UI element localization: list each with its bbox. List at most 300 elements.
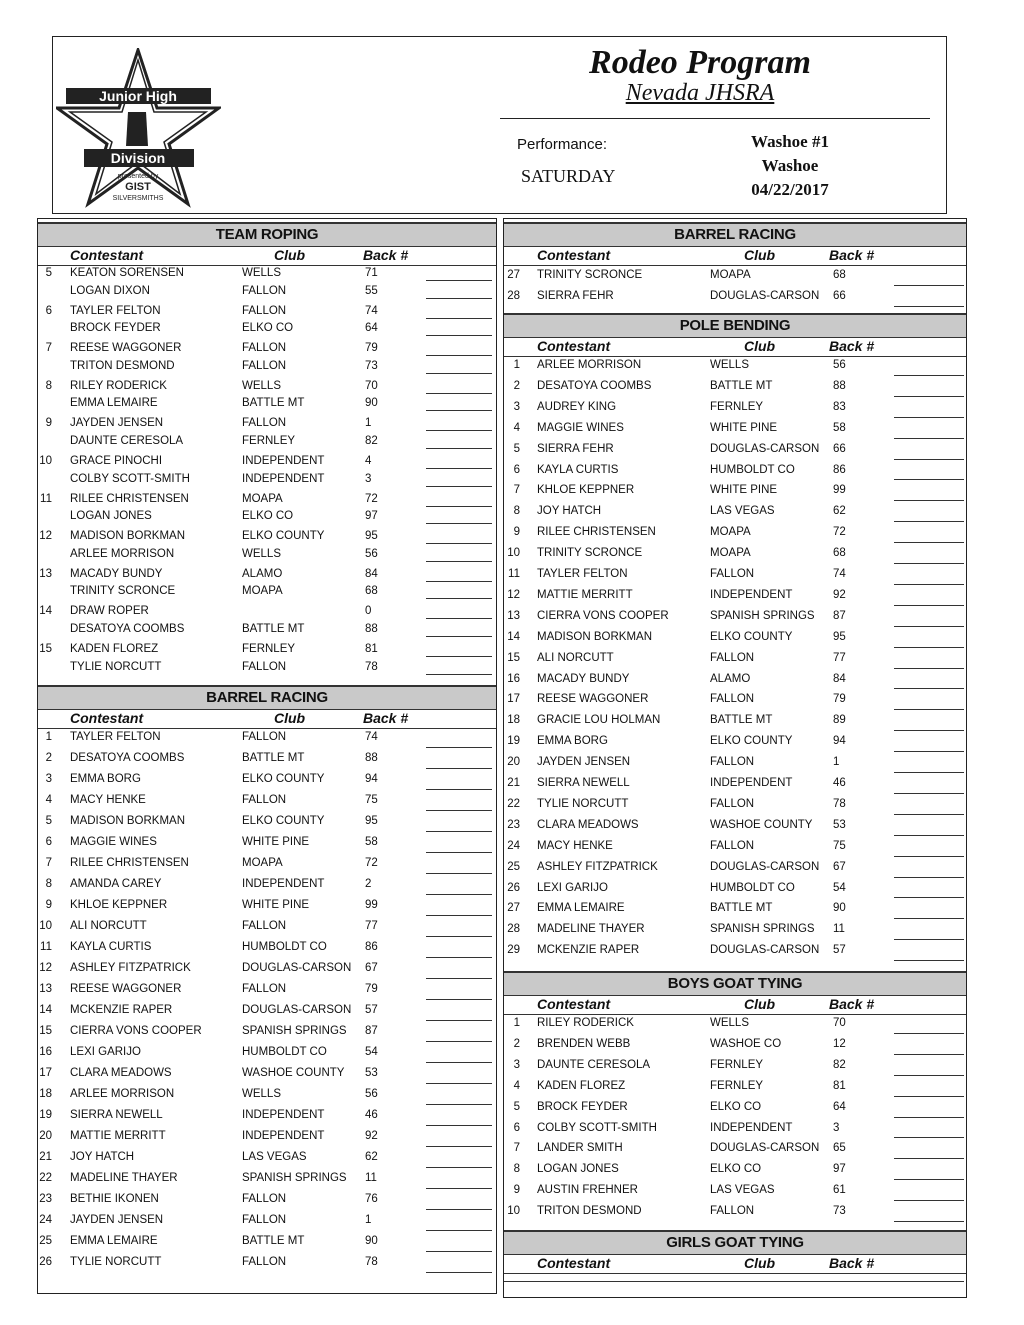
barrel_racing_left-row-number: 1 [45, 731, 52, 743]
team-roping-club: FALLON [242, 660, 287, 673]
pole_bending-row-club: LAS VEGAS [710, 505, 775, 518]
team-roping-back-number: 55 [365, 284, 378, 297]
barrel_racing_left-row-contestant: REESE WAGGONER [70, 983, 182, 995]
barrel_racing_right-title: BARREL RACING [504, 222, 966, 247]
pole_bending-time-line [894, 584, 964, 585]
boys_goat_tying-col-back: Back # [829, 996, 875, 1012]
boys_goat_tying-row-back-number: 70 [833, 1017, 846, 1029]
barrel_racing_left-row-club: INDEPENDENT [242, 1130, 325, 1142]
team-roping-time-line [426, 486, 492, 487]
team-roping-club: FALLON [242, 342, 287, 355]
pole_bending-time-line [894, 375, 964, 376]
barrel_racing_left-time-line [426, 1251, 492, 1252]
barrel_racing_left-row-number: 23 [39, 1193, 52, 1205]
team-roping-back-number: 90 [365, 397, 378, 410]
pole_bending-col-back: Back # [829, 338, 875, 354]
pole_bending-row-number: 23 [507, 818, 520, 831]
boys_goat_tying-row-club: LAS VEGAS [710, 1184, 775, 1197]
pole_bending-header-rule [504, 356, 966, 357]
pole_bending-row-contestant: MAGGIE WINES [537, 421, 624, 434]
barrel_racing_left-row-contestant: MADISON BORKMAN [70, 815, 186, 827]
barrel_racing_left-row-back-number: 72 [365, 857, 378, 869]
pole_bending-row-contestant: TYLIE NORCUTT [537, 797, 629, 810]
barrel_racing_left-row-club: SPANISH SPRINGS [242, 1172, 347, 1184]
pole_bending-row-contestant: EMMA LEMAIRE [537, 902, 625, 915]
barrel_racing_left-row-contestant: ALI NORCUTT [70, 920, 147, 932]
boys_goat_tying-row-number: 7 [513, 1142, 520, 1155]
pole_bending-row-club: HUMBOLDT CO [710, 463, 795, 476]
pole_bending-row-contestant: ALI NORCUTT [537, 651, 614, 664]
team-roping-contestant: RILEY RODERICK [70, 379, 167, 392]
pole_bending-time-line [894, 939, 964, 940]
barrel_racing_left-row-contestant: JAYDEN JENSEN [70, 1214, 164, 1226]
pole_bending-row-contestant: ARLEE MORRISON [537, 359, 642, 371]
team-roping-time-line [426, 674, 492, 675]
boys_goat_tying-row-back-number: 97 [833, 1163, 846, 1176]
barrel_racing_left-row-club: ELKO COUNTY [242, 815, 325, 827]
team-roping-back-number: 4 [365, 455, 372, 467]
boys_goat_tying-header-rule [504, 1014, 966, 1015]
team-roping-contestant: DRAW ROPER [70, 605, 149, 618]
team-roping-contestant: TYLIE NORCUTT [70, 660, 162, 673]
pole_bending-row-contestant: KHLOE KEPPNER [537, 484, 635, 497]
girls_goat_tying-col-back: Back # [829, 1255, 875, 1271]
pole_bending-row-back-number: 75 [833, 839, 846, 852]
team-roping-time-line [426, 581, 492, 582]
pole_bending-title: POLE BENDING [504, 313, 966, 338]
pole_bending-row-number: 21 [507, 777, 520, 789]
barrel_racing_left-row-club: SPANISH SPRINGS [242, 1025, 347, 1037]
pole_bending-row-number: 18 [507, 714, 520, 727]
team-roping-club: MOAPA [242, 492, 283, 505]
pole_bending-row-number: 27 [507, 902, 520, 915]
boys_goat_tying-row-number: 10 [507, 1205, 520, 1218]
pole_bending-row-number: 15 [507, 651, 520, 664]
team-roping-back-number: 56 [365, 547, 378, 560]
pole_bending-time-line [894, 438, 964, 439]
barrel_racing_left-time-line [426, 768, 492, 769]
pole_bending-time-line [894, 688, 964, 689]
team-roping-time-line [426, 410, 492, 411]
pole_bending-time-line [894, 459, 964, 460]
barrel_racing_left-row-number: 14 [39, 1004, 52, 1016]
barrel_racing_left-row-back-number: 58 [365, 836, 378, 848]
barrel_racing_left-row-back-number: 92 [365, 1130, 378, 1142]
pole_bending-row-number: 17 [507, 693, 520, 706]
team-roping-club: WELLS [242, 379, 281, 392]
pole_bending-row-club: BATTLE MT [710, 714, 773, 727]
boys_goat_tying-time-line [894, 1179, 964, 1180]
pole_bending-row-contestant: TRINITY SCRONCE [537, 547, 643, 560]
header-divider [500, 118, 930, 119]
barrel_racing_left-row-club: FALLON [242, 1256, 287, 1268]
team-roping-contestant: GRACE PINOCHI [70, 455, 163, 467]
barrel_racing_left-row-number: 21 [39, 1151, 52, 1163]
barrel_racing_left-row-back-number: 76 [365, 1193, 378, 1205]
barrel_racing_left-row-back-number: 88 [365, 752, 378, 764]
barrel_racing_left-row-number: 26 [39, 1256, 52, 1268]
barrel_racing_left-row-club: HUMBOLDT CO [242, 1046, 327, 1058]
pole_bending-row-number: 16 [507, 672, 520, 685]
barrel_racing_left-time-line [426, 999, 492, 1000]
barrel_racing_left-row-contestant: EMMA LEMAIRE [70, 1235, 158, 1247]
boys_goat_tying-row-number: 1 [513, 1017, 520, 1029]
barrel_racing_left-row-contestant: ARLEE MORRISON [70, 1088, 175, 1100]
barrel_racing_left-row-club: MOAPA [242, 857, 283, 869]
team-roping-time-line [426, 355, 492, 356]
barrel_racing_left-row-number: 5 [45, 815, 52, 827]
pole_bending-time-line [894, 835, 964, 836]
pole_bending-col-club: Club [744, 338, 776, 354]
team-roping-club: ELKO CO [242, 322, 294, 335]
barrel_racing_left-row-contestant: SIERRA NEWELL [70, 1109, 163, 1121]
left-panel [37, 218, 497, 1294]
team-roping-contestant: DESATOYA COOMBS [70, 622, 185, 635]
team-roping-club: MOAPA [242, 585, 283, 598]
team-roping-time-line [426, 468, 492, 469]
team-roping-back-number: 64 [365, 322, 378, 335]
barrel_racing_left-row-contestant: EMMA BORG [70, 773, 141, 785]
pole_bending-row-contestant: MATTIE MERRITT [537, 588, 633, 601]
boys_goat_tying-row-club: FERNLEY [710, 1058, 764, 1071]
boys_goat_tying-row-club: ELKO CO [710, 1100, 762, 1113]
barrel_racing_left-row-contestant: MCKENZIE RAPER [70, 1004, 173, 1016]
pole_bending-row-back-number: 95 [833, 630, 846, 643]
pole_bending-row-club: INDEPENDENT [710, 588, 793, 601]
team-roping-back-number: 88 [365, 622, 378, 635]
barrel_racing_left-row-contestant: KAYLA CURTIS [70, 941, 152, 953]
boys_goat_tying-row-contestant: BROCK FEYDER [537, 1100, 628, 1113]
barrel_racing_left-row-contestant: CIERRA VONS COOPER [70, 1025, 202, 1037]
barrel_racing_left-time-line [426, 810, 492, 811]
pole_bending-row-club: FALLON [710, 651, 755, 664]
team-roping-back-number: 70 [365, 379, 378, 392]
pole_bending-row-number: 2 [513, 379, 520, 392]
team-roping-back-number: 81 [365, 643, 378, 655]
team-roping-back-number: 71 [365, 267, 378, 279]
team-roping-time-line [426, 636, 492, 637]
pole_bending-col-contestant: Contestant [537, 338, 611, 354]
boys_goat_tying-row-contestant: COLBY SCOTT-SMITH [537, 1121, 657, 1134]
barrel_racing_left-row-number: 25 [39, 1235, 52, 1247]
barrel_racing_left-row-club: INDEPENDENT [242, 878, 325, 890]
boys_goat_tying-time-line [894, 1221, 964, 1222]
pole_bending-row-club: FERNLEY [710, 400, 764, 413]
team-roping-time-line [426, 506, 492, 507]
barrel_racing_left-row-club: HUMBOLDT CO [242, 941, 327, 953]
barrel_racing_left-row-back-number: 94 [365, 773, 378, 785]
team_roping-col-club: Club [274, 247, 306, 263]
pole_bending-row-club: FALLON [710, 839, 755, 852]
boys_goat_tying-row-club: DOUGLAS-CARSON [710, 1142, 820, 1155]
pole_bending-row-club: SPANISH SPRINGS [710, 923, 815, 936]
pole_bending-time-line [894, 730, 964, 731]
pole_bending-row-club: FALLON [710, 568, 755, 580]
barrel_racing_left-row-contestant: LEXI GARIJO [70, 1046, 141, 1058]
pole_bending-row-contestant: SIERRA NEWELL [537, 777, 630, 789]
team-roping-contestant: TRINITY SCRONCE [70, 585, 176, 598]
pole_bending-row-contestant: MADELINE THAYER [537, 923, 645, 936]
boys_goat_tying-col-contestant: Contestant [537, 996, 611, 1012]
barrel_racing_left-time-line [426, 1272, 492, 1273]
team_roping-header-rule [38, 265, 496, 266]
barrel_racing_left-row-club: FALLON [242, 731, 287, 743]
barrel_racing_left-time-line [426, 894, 492, 895]
pole_bending-row-contestant: MACY HENKE [537, 839, 613, 852]
boys_goat_tying-row-contestant: AUSTIN FREHNER [537, 1184, 638, 1197]
barrel_racing_left-row-club: WHITE PINE [242, 899, 310, 911]
barrel_racing_left-header-rule [38, 728, 496, 729]
boys_goat_tying-row-back-number: 3 [833, 1121, 840, 1134]
pole_bending-row-back-number: 78 [833, 797, 846, 810]
barrel_racing_left-row-contestant: MADELINE THAYER [70, 1172, 178, 1184]
barrel_racing_left-time-line [426, 789, 492, 790]
team-roping-contestant: JAYDEN JENSEN [70, 417, 164, 430]
barrel_racing_left-row-number: 12 [39, 962, 52, 974]
pole_bending-row-back-number: 62 [833, 505, 846, 518]
barrel_racing_left-time-line [426, 1230, 492, 1231]
barrel_racing_left-time-line [426, 1062, 492, 1063]
pole_bending-row-contestant: CIERRA VONS COOPER [537, 609, 669, 622]
barrel_racing_left-row-contestant: MACY HENKE [70, 794, 146, 806]
team-roping-club: FALLON [242, 304, 287, 317]
barrel_racing_left-row-back-number: 56 [365, 1088, 378, 1100]
boys_goat_tying-row-club: WASHOE CO [710, 1037, 782, 1050]
team-roping-time-line [426, 561, 492, 562]
pole_bending-row-club: ALAMO [710, 672, 751, 685]
junior-high-division-logo [56, 48, 221, 208]
barrel_racing_right-row-back-number: 66 [833, 290, 846, 302]
team-roping-contestant: LOGAN DIXON [70, 284, 150, 297]
team-number: 5 [45, 267, 52, 279]
pole_bending-row-club: INDEPENDENT [710, 777, 793, 789]
barrel_racing_right-col-contestant: Contestant [537, 247, 611, 263]
barrel_racing_left-row-club: FALLON [242, 1193, 287, 1205]
team-roping-contestant: EMMA LEMAIRE [70, 397, 158, 410]
right-panel [503, 218, 967, 1298]
boys_goat_tying-title: BOYS GOAT TYING [504, 971, 966, 996]
barrel_racing_left-row-contestant: RILEE CHRISTENSEN [70, 857, 189, 869]
pole_bending-row-number: 20 [507, 756, 520, 769]
girls_goat_tying-col-club: Club [744, 1255, 776, 1271]
pole_bending-row-club: SPANISH SPRINGS [710, 609, 815, 622]
team-roping-club: FALLON [242, 284, 287, 297]
team-roping-club: ALAMO [242, 567, 283, 580]
pole_bending-row-contestant: TAYLER FELTON [537, 568, 628, 580]
pole_bending-row-number: 4 [513, 421, 520, 434]
pole_bending-row-contestant: AUDREY KING [537, 400, 617, 413]
pole_bending-row-number: 6 [513, 463, 520, 476]
pole_bending-time-line [894, 479, 964, 480]
team-roping-club: INDEPENDENT [242, 455, 325, 467]
barrel_racing_left-row-number: 3 [45, 773, 52, 785]
boys_goat_tying-row-contestant: DAUNTE CERESOLA [537, 1058, 651, 1071]
pole_bending-row-contestant: EMMA BORG [537, 735, 608, 748]
pole_bending-row-number: 9 [513, 526, 520, 539]
team-roping-contestant: TRITON DESMOND [70, 359, 175, 372]
team-number: 11 [40, 492, 52, 505]
barrel_racing_left-row-back-number: 2 [365, 878, 372, 890]
barrel_racing_left-row-club: LAS VEGAS [242, 1151, 307, 1163]
team-number: 10 [39, 455, 52, 467]
barrel_racing_left-row-number: 18 [39, 1088, 52, 1100]
pole_bending-row-back-number: 56 [833, 359, 846, 371]
barrel_racing_left-row-club: DOUGLAS-CARSON [242, 1004, 352, 1016]
pole_bending-time-line [894, 605, 964, 606]
pole_bending-time-line [894, 647, 964, 648]
team-roping-club: FALLON [242, 359, 287, 372]
pole_bending-row-club: WHITE PINE [710, 484, 778, 497]
team-roping-back-number: 95 [365, 530, 378, 543]
barrel_racing_left-row-back-number: 11 [365, 1172, 377, 1184]
pole_bending-row-back-number: 68 [833, 547, 846, 560]
barrel_racing_left-row-contestant: JOY HATCH [70, 1151, 135, 1163]
pole_bending-row-club: ELKO COUNTY [710, 735, 793, 748]
pole_bending-row-back-number: 79 [833, 693, 846, 706]
boys_goat_tying-row-contestant: BRENDEN WEBB [537, 1037, 631, 1050]
barrel_racing_left-time-line [426, 1083, 492, 1084]
team-roping-back-number: 82 [365, 434, 378, 447]
boys_goat_tying-row-back-number: 73 [833, 1205, 846, 1218]
pole_bending-row-number: 8 [513, 505, 520, 518]
pole_bending-time-line [894, 417, 964, 418]
team-roping-back-number: 73 [365, 359, 378, 372]
team-roping-time-line [426, 335, 492, 336]
barrel_racing_left-title: BARREL RACING [38, 685, 496, 710]
pole_bending-row-contestant: KAYLA CURTIS [537, 463, 619, 476]
boys_goat_tying-row-club: WELLS [710, 1017, 749, 1029]
barrel_racing_left-row-contestant: DESATOYA COOMBS [70, 752, 185, 764]
barrel_racing_left-row-number: 16 [39, 1046, 52, 1058]
boys_goat_tying-row-contestant: LANDER SMITH [537, 1142, 623, 1155]
boys_goat_tying-row-club: INDEPENDENT [710, 1121, 793, 1134]
team-number: 9 [45, 417, 52, 430]
barrel_racing_left-col-club: Club [274, 710, 306, 726]
pole_bending-row-contestant: MCKENZIE RAPER [537, 944, 640, 957]
pole_bending-row-back-number: 84 [833, 672, 846, 685]
barrel_racing_left-row-number: 15 [39, 1025, 52, 1037]
team-roping-time-line [426, 393, 492, 394]
pole_bending-row-contestant: GRACIE LOU HOLMAN [537, 714, 661, 727]
barrel_racing_left-row-number: 2 [45, 752, 52, 764]
pole_bending-row-club: DOUGLAS-CARSON [710, 860, 820, 873]
team-roping-time-line [426, 448, 492, 449]
barrel_racing_right-row-club: MOAPA [710, 269, 751, 281]
boys_goat_tying-row-club: ELKO CO [710, 1163, 762, 1176]
team-roping-contestant: REESE WAGGONER [70, 342, 182, 355]
pole_bending-row-club: HUMBOLDT CO [710, 881, 795, 894]
barrel_racing_left-row-contestant: TYLIE NORCUTT [70, 1256, 162, 1268]
pole_bending-row-number: 3 [513, 400, 520, 413]
team-roping-time-line [426, 656, 492, 657]
boys_goat_tying-time-line [894, 1158, 964, 1159]
barrel_racing_right-row-contestant: TRINITY SCRONCE [537, 269, 643, 281]
team-roping-back-number: 1 [365, 417, 372, 430]
barrel_racing_left-row-club: FALLON [242, 1214, 287, 1226]
boys_goat_tying-time-line [894, 1200, 964, 1201]
pole_bending-row-contestant: MADISON BORKMAN [537, 630, 653, 643]
pole_bending-row-back-number: 46 [833, 777, 846, 789]
pole_bending-row-back-number: 89 [833, 714, 846, 727]
barrel_racing_left-row-number: 20 [39, 1130, 52, 1142]
boys_goat_tying-time-line [894, 1096, 964, 1097]
boys_goat_tying-row-back-number: 82 [833, 1058, 846, 1071]
team-number: 14 [39, 605, 52, 618]
team-roping-time-line [426, 318, 492, 319]
team-roping-club: WELLS [242, 547, 281, 560]
barrel_racing_left-row-club: BATTLE MT [242, 752, 305, 764]
pole_bending-row-back-number: 90 [833, 902, 846, 915]
pole_bending-row-club: ELKO COUNTY [710, 630, 793, 643]
team-number: 15 [39, 643, 52, 655]
barrel_racing_left-row-club: FALLON [242, 983, 287, 995]
barrel_racing_left-row-back-number: 1 [365, 1214, 372, 1226]
barrel_racing_left-time-line [426, 873, 492, 874]
meet-date: 04/22/2017 [751, 180, 829, 199]
barrel_racing_left-row-back-number: 79 [365, 983, 378, 995]
barrel_racing_left-row-number: 6 [45, 836, 52, 848]
barrel_racing_left-time-line [426, 1104, 492, 1105]
pole_bending-time-line [894, 814, 964, 815]
boys_goat_tying-row-number: 8 [513, 1163, 520, 1176]
barrel_racing_left-time-line [426, 936, 492, 937]
boys_goat_tying-row-contestant: TRITON DESMOND [537, 1205, 642, 1218]
team-roping-back-number: 0 [365, 605, 372, 618]
pole_bending-row-contestant: MACADY BUNDY [537, 672, 630, 685]
pole_bending-row-club: MOAPA [710, 547, 751, 560]
pole_bending-row-back-number: 1 [833, 756, 840, 769]
girls-goat-tying-blank-line [504, 1281, 964, 1282]
pole_bending-row-club: DOUGLAS-CARSON [710, 442, 820, 455]
pole_bending-row-contestant: LEXI GARIJO [537, 881, 608, 894]
performance-label: Performance: [517, 136, 608, 153]
team-roping-club: FERNLEY [242, 434, 296, 447]
pole_bending-row-club: FALLON [710, 797, 755, 810]
page-subtitle: Nevada JHSRA [625, 80, 775, 106]
barrel_racing_left-row-back-number: 86 [365, 941, 378, 953]
boys_goat_tying-time-line [894, 1137, 964, 1138]
pole_bending-row-contestant: CLARA MEADOWS [537, 818, 639, 831]
team-roping-time-line [426, 298, 492, 299]
logo-text-junior-high: Junior High [99, 88, 177, 104]
boys_goat_tying-row-contestant: LOGAN JONES [537, 1163, 619, 1176]
pole_bending-row-back-number: 77 [833, 651, 846, 664]
boys_goat_tying-row-number: 5 [513, 1100, 520, 1113]
boys_goat_tying-time-line [894, 1033, 964, 1034]
barrel_racing_left-row-back-number: 46 [365, 1109, 378, 1121]
barrel_racing_left-time-line [426, 957, 492, 958]
pole_bending-row-number: 26 [507, 881, 520, 894]
girls_goat_tying-header-rule [504, 1273, 966, 1274]
barrel_racing_right-row-number: 28 [507, 290, 520, 302]
boys_goat_tying-row-back-number: 64 [833, 1100, 846, 1113]
barrel_racing_left-time-line [426, 1020, 492, 1021]
barrel_racing_left-row-number: 19 [39, 1109, 52, 1121]
team-roping-club: BATTLE MT [242, 622, 305, 635]
barrel_racing_left-time-line [426, 852, 492, 853]
barrel_racing_left-row-club: ELKO COUNTY [242, 773, 325, 785]
logo-text-division: Division [110, 150, 166, 166]
pole_bending-row-number: 24 [507, 839, 520, 852]
team_roping-col-back: Back # [363, 247, 409, 263]
barrel_racing_left-col-back: Back # [363, 710, 409, 726]
pole_bending-time-line [894, 396, 964, 397]
team-roping-time-line [426, 543, 492, 544]
boys_goat_tying-row-contestant: KADEN FLOREZ [537, 1079, 626, 1092]
barrel_racing_left-row-number: 10 [39, 920, 52, 932]
team-roping-contestant: MACADY BUNDY [70, 567, 163, 580]
pole_bending-time-line [894, 500, 964, 501]
